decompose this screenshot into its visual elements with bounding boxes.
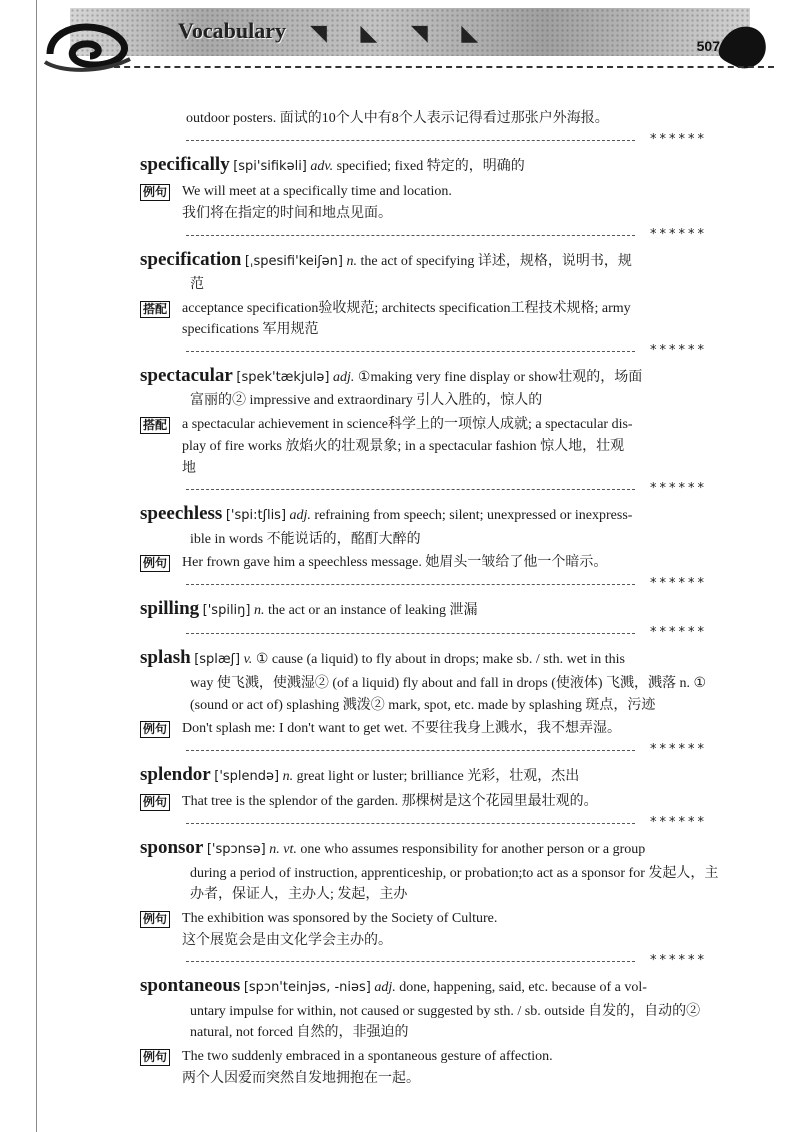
block-line: The exhibition was sponsored by the Society of Culture.	[182, 910, 498, 926]
dictionary-entry	[140, 150, 725, 225]
part-of-speech: adv.	[310, 158, 334, 174]
separator-stars: ******	[650, 576, 707, 591]
example-badge: 例句	[140, 794, 170, 811]
pronunciation: ['spi:tʃlis]	[225, 508, 287, 524]
dictionary-entry	[140, 971, 725, 1089]
headword: specification	[140, 248, 242, 270]
entry-separator	[186, 345, 725, 359]
separator-dashed-line	[186, 750, 635, 751]
separator-stars: ******	[650, 131, 707, 147]
headword: sponsor	[140, 837, 204, 859]
example-badge: 例句	[140, 721, 170, 738]
example-block	[140, 552, 725, 574]
definition: the act of specifying 详述，规格，说明书，规	[360, 253, 632, 269]
definition-continued: untary impulse for within, not caused or suggested by sth. / sb. outside 自发的，自动的② natural, not forced 自然的，非强迫的	[190, 1003, 701, 1041]
definition: done, happening, said, etc. because of a vol-	[399, 980, 647, 996]
definition-continued: during a period of instruction, apprenticeship, or probation;to act as a sponsor for 发起人，主办者，保证人，主办人; 发起，主办	[190, 865, 719, 903]
dictionary-entry	[140, 245, 725, 342]
part-of-speech: n.	[346, 253, 357, 269]
pronunciation: [ˌspesifi'keiʃən]	[244, 253, 343, 269]
entry-separator	[186, 817, 725, 831]
entry-separator	[186, 226, 725, 243]
entry-separator	[186, 627, 725, 641]
block-text	[182, 718, 725, 740]
collocation-block	[140, 414, 725, 479]
entry-head	[140, 150, 725, 179]
block-line: 地	[182, 460, 197, 476]
definition-continued: 范	[190, 276, 204, 292]
separator-stars: ******	[650, 815, 707, 831]
part-of-speech: n.	[282, 768, 294, 784]
pronunciation: [spi'sifikəli]	[233, 158, 307, 174]
dictionary-entry	[140, 499, 725, 574]
definition: refraining from speech; silent; unexpressed or inexpress-	[314, 508, 633, 524]
part-of-speech: adj.	[289, 508, 311, 524]
collocation-badge: 搭配	[140, 301, 170, 318]
separator-dashed-line	[186, 235, 635, 236]
block-text	[182, 908, 725, 951]
headword: splash	[140, 647, 191, 669]
dictionary-entry	[140, 361, 725, 479]
part-of-speech: n. vt.	[269, 842, 297, 858]
block-line: 我们将在指定的时间和地点见面。	[182, 205, 393, 221]
pronunciation: [splæʃ]	[194, 652, 241, 668]
dictionary-entry	[140, 760, 725, 813]
separator-stars: ******	[650, 481, 707, 497]
collocation-badge: 搭配	[140, 417, 170, 434]
block-line: We will meet at a specifically time and location.	[182, 184, 452, 200]
entry-separator	[186, 131, 725, 148]
entry-head	[140, 594, 725, 623]
separator-stars: ******	[650, 741, 707, 757]
dictionary-entry	[140, 643, 725, 740]
headword: spectacular	[140, 365, 233, 386]
part-of-speech: v.	[243, 652, 253, 668]
entry-head	[140, 499, 725, 528]
entry-head	[140, 971, 725, 1000]
swirl-logo-icon	[40, 14, 140, 74]
block-line: Don't splash me: I don't want to get wet. 不要往我身上溅水，我不想弄湿。	[182, 721, 622, 737]
definition: specified; fixed 特定的，明确的	[336, 158, 525, 174]
carryover-fragment: outdoor posters. 面试的10个人中有8个人表示记得看过那张户外海报。	[186, 111, 609, 126]
block-text	[182, 298, 725, 341]
example-block	[140, 1046, 725, 1089]
entry-head	[140, 643, 725, 672]
pronunciation: ['spiliŋ]	[202, 603, 251, 618]
definition-continued: way 使飞溅，使溅湿② (of a liquid) fly about and fall in drops (使液体) 飞溅，溅落 n. ① (sound or act of) splashing 溅泼② mark, spot, etc. made by splashing 斑点，污迹	[190, 675, 707, 713]
pronunciation: ['spɔnsə]	[206, 842, 266, 858]
block-line: a spectacular achievement in science科学上的一项惊人成就; a spectacular dis-	[182, 417, 633, 433]
example-block	[140, 718, 725, 740]
block-line: play of fire works 放焰火的壮观景象; in a spectacular fashion 惊人地，壮观	[182, 438, 625, 454]
headword: specifically	[140, 153, 230, 175]
header-dashed-rule	[104, 66, 774, 68]
block-text	[182, 181, 725, 224]
separator-stars: ******	[650, 953, 707, 969]
pronunciation: [spɔn'teinjəs, -niəs]	[243, 980, 371, 996]
definition-continued: 富丽的② impressive and extraordinary 引人入胜的，惊人的	[190, 393, 543, 409]
dictionary-entry	[140, 833, 725, 951]
entry-separator	[186, 578, 725, 592]
entry-head	[140, 361, 725, 390]
block-text	[182, 552, 725, 574]
part-of-speech: n.	[253, 603, 265, 618]
entry-head	[140, 245, 725, 274]
definition-continued: ible in words 不能说话的，酩酊大醉的	[190, 531, 421, 547]
example-badge: 例句	[140, 184, 170, 201]
example-badge: 例句	[140, 911, 170, 928]
header-decorative-glyphs: ◥ ◣ ◥ ◣	[310, 20, 493, 45]
separator-dashed-line	[186, 351, 635, 352]
example-block	[140, 791, 725, 813]
separator-dashed-line	[186, 584, 635, 585]
collocation-block	[140, 298, 725, 341]
separator-dashed-line	[186, 489, 635, 490]
block-line: The two suddenly embraced in a spontaneous gesture of affection.	[182, 1049, 553, 1065]
pronunciation: [spek'tækjulə]	[236, 370, 330, 385]
definition: one who assumes responsibility for another person or a group	[300, 842, 646, 858]
separator-stars: ******	[650, 343, 707, 358]
header-title: Vocabulary	[178, 18, 286, 43]
definition: ① cause (a liquid) to fly about in drops; make sb. / sth. wet in this	[255, 652, 625, 668]
dictionary-entry	[140, 594, 725, 623]
part-of-speech: adj.	[333, 370, 355, 385]
pronunciation: ['splendə]	[214, 768, 280, 784]
separator-stars: ******	[650, 226, 707, 242]
entry-separator	[186, 483, 725, 497]
headword: spilling	[140, 598, 200, 619]
separator-dashed-line	[186, 823, 635, 824]
entry-separator	[186, 741, 725, 758]
part-of-speech: adj.	[374, 980, 396, 996]
example-block	[140, 181, 725, 224]
headword: speechless	[140, 503, 223, 525]
entry-head	[140, 760, 725, 789]
separator-dashed-line	[186, 961, 635, 962]
example-badge: 例句	[140, 555, 170, 572]
definition: the act or an instance of leaking 泄漏	[267, 603, 478, 618]
block-line: acceptance specification验收规范; architects specification工程技术规格; army	[182, 300, 631, 316]
page-number: 507	[696, 38, 720, 54]
separator-dashed-line	[186, 140, 635, 141]
block-text	[182, 791, 725, 813]
entry-separator	[186, 955, 725, 969]
block-line: 两个人因爱而突然自发地拥抱在一起。	[182, 1070, 421, 1086]
dictionary-content	[140, 108, 725, 1091]
definition: great light or luster; brilliance 光彩，壮观，杰出	[296, 768, 580, 784]
block-line: 这个展览会是由文化学会主办的。	[182, 932, 393, 948]
example-block	[140, 908, 725, 951]
headword: spontaneous	[140, 975, 241, 997]
page-header	[40, 0, 770, 86]
block-line: Her frown gave him a speechless message. 她眉头一皱给了他一个暗示。	[182, 555, 608, 571]
page-gutter-rule	[36, 0, 37, 1132]
headword: splendor	[140, 763, 211, 785]
definition: ①making very fine display or show壮观的，场面	[357, 370, 643, 385]
block-line: specifications 军用规范	[182, 322, 319, 338]
block-text	[182, 414, 725, 479]
block-line: That tree is the splendor of the garden. 那棵树是这个花园里最壮观的。	[182, 794, 598, 810]
block-text	[182, 1046, 725, 1089]
example-badge: 例句	[140, 1049, 170, 1066]
entry-head	[140, 833, 725, 862]
separator-dashed-line	[186, 633, 635, 634]
separator-stars: ******	[650, 625, 707, 641]
